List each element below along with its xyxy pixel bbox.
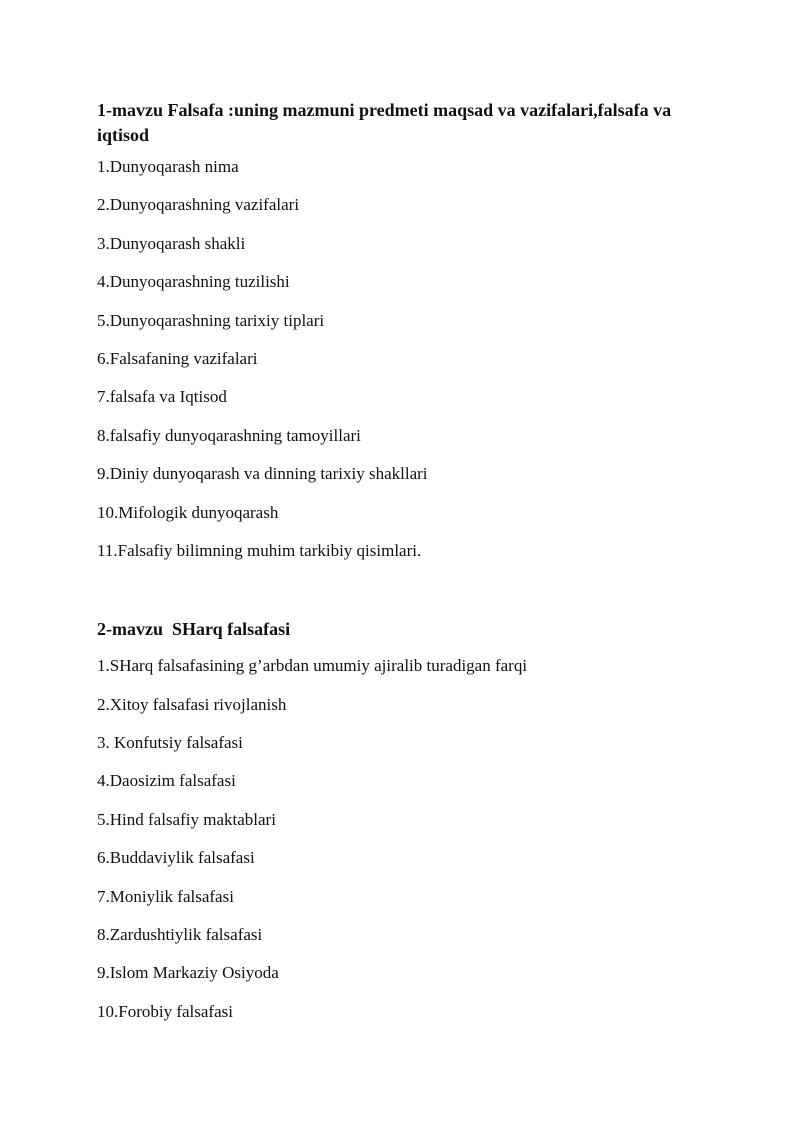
list-item: 9.Islom Markaziy Osiyoda [97,963,279,983]
list-item: 3.Dunyoqarash shakli [97,233,246,253]
section-topic-1 [97,98,717,562]
section-title: 2-mavzu SHarq falsafasi [97,619,291,640]
list-item: 8.falsafiy dunyoqarashning tamoyillari [97,425,361,445]
list-item: 5.Hind falsafiy maktablari [97,809,276,829]
list-item: 4.Daosizim falsafasi [97,771,236,791]
list-item: 2.Dunyoqarashning vazifalari [97,195,300,215]
list-item: 6.Buddaviylik falsafasi [97,848,255,868]
list-item: 2.Xitoy falsafasi rivojlanish [97,694,287,714]
list-item: 10.Forobiy falsafasi [97,1001,233,1021]
list-item: 4.Dunyoqarashning tuzilishi [97,272,290,292]
list-item: 1.SHarq falsafasining g’arbdan umumiy ajiralib turadigan farqi [97,656,528,676]
list-item: 7.falsafa va Iqtisod [97,387,227,407]
list-item: 1.Dunyoqarash nima [97,157,239,176]
section-topic-2 [97,617,717,1023]
section-title: 1-mavzu Falsafa :uning mazmuni predmeti maqsad va vazifalari,falsafa va iqtisod [97,100,676,145]
list-item: 7.Moniylik falsafasi [97,886,234,906]
list-item: 6.Falsafaning vazifalari [97,348,258,368]
document-body [97,98,717,1039]
list-item: 9.Diniy dunyoqarash va dinning tarixiy shakllari [97,464,428,484]
list-item: 10.Mifologik dunyoqarash [97,502,279,522]
list-item: 5.Dunyoqarashning tarixiy tiplari [97,310,325,330]
list-item: 8.Zardushtiylik falsafasi [97,925,263,945]
list-item: 3. Konfutsiy falsafasi [97,733,243,753]
list-item: 11.Falsafiy bilimning muhim tarkibiy qisimlari. [97,540,422,560]
section-spacer [97,578,717,617]
